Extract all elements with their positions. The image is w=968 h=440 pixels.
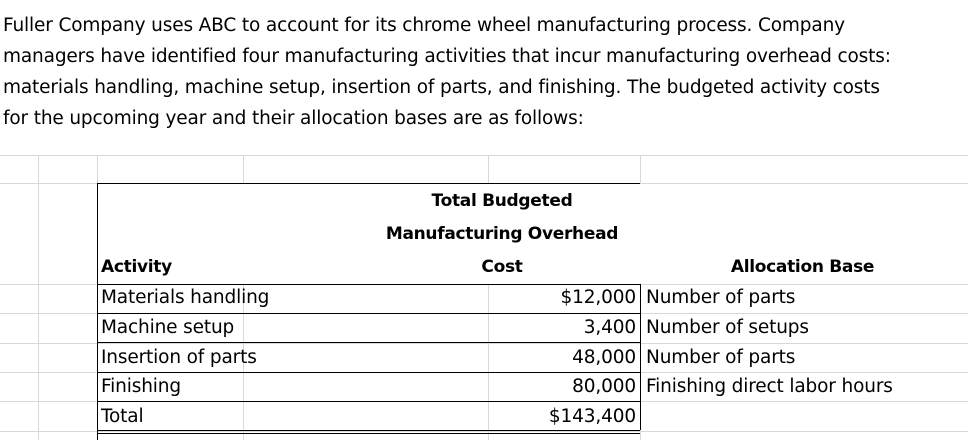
header-underline xyxy=(97,284,640,285)
row-activity: Insertion of parts xyxy=(101,347,257,368)
row-cost: 48,000 xyxy=(572,347,636,368)
row-base: Number of parts xyxy=(646,287,796,308)
row-separator xyxy=(97,342,640,343)
statement-line-2: managers have identified four manufacturing activities that incur manufacturing overhead costs: xyxy=(3,46,891,67)
statement-line-4: for the upcoming year and their allocation bases are as follows: xyxy=(3,108,584,129)
row-separator xyxy=(97,313,640,314)
allocation-base-header: Allocation Base xyxy=(730,257,875,277)
row-separator xyxy=(97,372,640,373)
row-base: Finishing direct labor hours xyxy=(646,376,893,397)
row-cost: 80,000 xyxy=(572,376,636,397)
statement-line-3: materials handling, machine setup, insertion of parts, and finishing. The budgeted activity costs xyxy=(3,77,880,98)
row-base: Number of setups xyxy=(646,317,809,338)
total-double-rule-top xyxy=(97,430,640,431)
row-activity: Materials handling xyxy=(101,287,270,308)
grid-row-line xyxy=(0,155,968,156)
cost-header-line-2: Manufacturing Overhead xyxy=(385,224,619,244)
table-top-border xyxy=(97,183,640,184)
subtotal-rule xyxy=(97,401,640,402)
cost-header-line-3: Cost xyxy=(481,257,523,277)
total-label: Total xyxy=(101,406,144,427)
total-double-rule-bottom xyxy=(97,433,640,434)
row-cost: 3,400 xyxy=(583,317,636,338)
row-base: Number of parts xyxy=(646,347,796,368)
cost-header-line-1: Total Budgeted xyxy=(431,191,573,211)
grid-col-line xyxy=(38,155,39,440)
problem-statement xyxy=(3,10,963,134)
activity-cost-table xyxy=(97,183,893,440)
cost-column-divider xyxy=(640,284,641,430)
row-activity: Machine setup xyxy=(101,317,235,338)
row-activity: Finishing xyxy=(101,376,181,397)
row-cost: $12,000 xyxy=(560,287,636,308)
activity-header: Activity xyxy=(101,257,172,277)
statement-line-1: Fuller Company uses ABC to account for its chrome wheel manufacturing process. Company xyxy=(3,15,845,36)
total-cost: $143,400 xyxy=(548,406,636,427)
